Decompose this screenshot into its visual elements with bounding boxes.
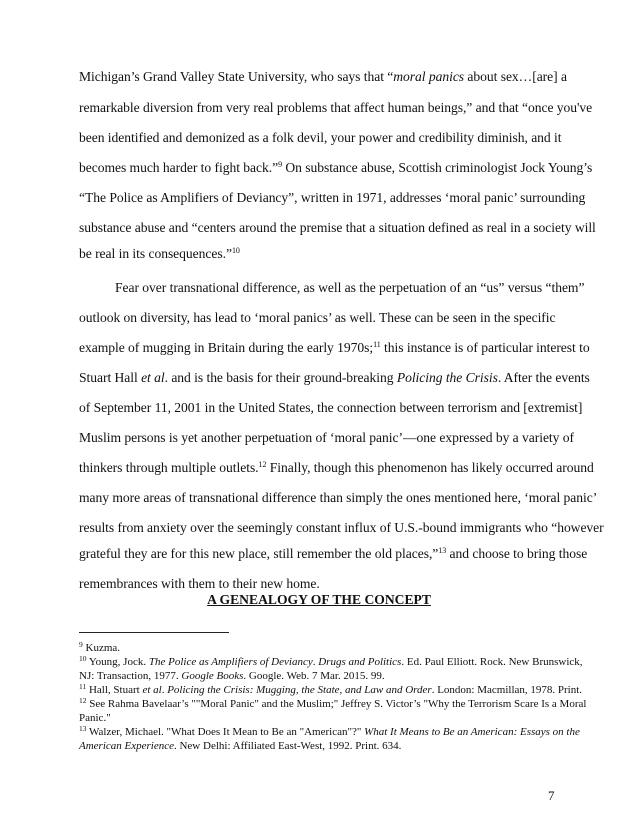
text-run: been identified and demonized as a folk devil, your power and credibility diminish, and it — [79, 130, 562, 145]
text-run: “The Police as Amplifiers of Deviancy”, written in 1971, addresses ‘moral panic’ surrounding — [79, 190, 586, 205]
text-run: Walzer, Michael. "What Does It Mean to Be an "American"?" — [86, 726, 365, 738]
italic-run: et al — [142, 684, 162, 696]
text-run: Young, Jock. — [86, 656, 149, 668]
text-run: remarkable diversion from very real problems that affect human beings,” and that “once you've — [79, 100, 593, 115]
body-line — [79, 400, 582, 416]
body-line — [79, 190, 585, 206]
footnote-marker: 13 — [79, 724, 87, 733]
text-run: and choose to bring those — [446, 546, 588, 561]
text-run: On substance abuse, Scottish criminologist Jock Young’s — [282, 160, 593, 175]
body-line — [79, 69, 567, 85]
text-run: . — [312, 656, 319, 668]
italic-run: The Police as Amplifiers of Deviancy — [148, 656, 313, 668]
body-line — [79, 130, 561, 146]
text-run: about sex…[are] a — [464, 69, 567, 84]
footnote-marker: 10 — [79, 654, 87, 663]
text-run: thinkers through multiple outlets. — [79, 460, 259, 475]
footnote-marker: 11 — [373, 340, 381, 349]
text-run: grateful they are for this new place, still remember the old places,” — [79, 546, 439, 561]
footnote-marker: 12 — [258, 460, 267, 469]
text-run: becomes much harder to fight back.” — [79, 160, 279, 175]
body-line — [79, 160, 592, 176]
body-line — [79, 246, 240, 262]
text-run: Fear over transnational difference, as well as the perpetuation of an “us” versus “them” — [115, 280, 585, 295]
text-run: substance abuse and “centers around the premise that a situation defined as real in a society will — [79, 220, 596, 235]
body-line — [79, 220, 596, 236]
body-line — [79, 310, 556, 326]
footnote-line — [79, 641, 120, 655]
footnote-line — [79, 711, 111, 725]
body-line — [79, 460, 594, 476]
text-run: Finally, though this phenomenon has likely occurred around — [266, 460, 594, 475]
body-line — [79, 546, 587, 562]
text-run: Michigan’s Grand Valley State University, who says that “ — [79, 69, 394, 84]
text-run: example of mugging in Britain during the early 1970s; — [79, 340, 374, 355]
footnote-line — [79, 683, 582, 697]
body-line — [79, 100, 592, 116]
italic-run: et al — [141, 370, 165, 385]
italic-run: American Experience — [79, 740, 174, 752]
text-run: . Google. Web. 7 Mar. 2015. 99. — [243, 670, 385, 682]
text-run: . and is the basis for their ground-breaking — [164, 370, 397, 385]
footnote-marker: 9 — [79, 640, 83, 649]
text-run: outlook on diversity, has lead to ‘moral panics’ as well. These can be seen in the specific — [79, 310, 556, 325]
text-run: See Rahma Bavelaar’s ""Moral Panic" and the Muslim;" Jeffrey S. Victor’s "Why the Terrorism Scare Is a Moral — [86, 698, 587, 710]
body-line — [79, 576, 320, 592]
footnote-marker: 12 — [79, 696, 87, 705]
footnote-marker: 11 — [79, 682, 87, 691]
text-run: . London: Macmillan, 1978. Print. — [431, 684, 583, 696]
text-run: . — [161, 684, 168, 696]
body-line — [79, 490, 597, 506]
italic-run: moral panics — [393, 69, 465, 84]
text-run: Stuart Hall — [79, 370, 142, 385]
footnote-line — [79, 655, 583, 669]
text-run: . New Delhi: Affiliated East-West, 1992. Print. 634. — [173, 740, 402, 752]
text-run: Muslim persons is yet another perpetuation of ‘moral panic’—one expressed by a variety of — [79, 430, 574, 445]
section-heading: A GENEALOGY OF THE CONCEPT — [207, 592, 431, 607]
footnote-marker: 13 — [438, 546, 447, 555]
italic-run: Google Books — [181, 670, 244, 682]
body-line — [79, 340, 590, 356]
text-run: Kuzma. — [82, 642, 121, 654]
footnote-marker: 10 — [231, 246, 240, 255]
text-run: be real in its consequences.” — [79, 246, 232, 261]
text-run: this instance is of particular interest to — [380, 340, 590, 355]
footnote-line — [79, 697, 586, 711]
body-line — [79, 430, 574, 446]
text-run: of September 11, 2001 in the United States, the connection between terrorism and [extremist] — [79, 400, 583, 415]
footnote-divider — [79, 632, 229, 633]
text-run: results from anxiety over the seemingly constant influx of U.S.-bound immigrants who “however — [79, 520, 604, 535]
footnote-marker: 9 — [278, 160, 283, 169]
italic-run: What It Means to Be an American: Essays on the — [364, 726, 580, 738]
body-line — [115, 280, 584, 296]
italic-run: Policing the Crisis — [396, 370, 498, 385]
page-number: 7 — [548, 788, 555, 803]
text-run: many more areas of transnational difference than simply the ones mentioned here, ‘moral panic’ — [79, 490, 598, 505]
text-run: remembrances with them to their new home. — [79, 576, 320, 591]
text-run: NJ: Transaction, 1977. — [79, 670, 182, 682]
footnote-line — [79, 739, 401, 753]
text-run: Panic." — [79, 712, 111, 724]
footnote-line — [79, 725, 580, 739]
italic-run: Policing the Crisis: Mugging, the State, and Law and Order — [167, 684, 432, 696]
italic-run: Drugs and Politics — [318, 656, 402, 668]
footnote-line — [79, 669, 385, 683]
body-line — [79, 370, 590, 386]
body-line — [79, 520, 604, 536]
text-run: . After the events — [497, 370, 590, 385]
text-run: . Ed. Paul Elliott. Rock. New Brunswick, — [401, 656, 583, 668]
text-run: Hall, Stuart — [86, 684, 143, 696]
